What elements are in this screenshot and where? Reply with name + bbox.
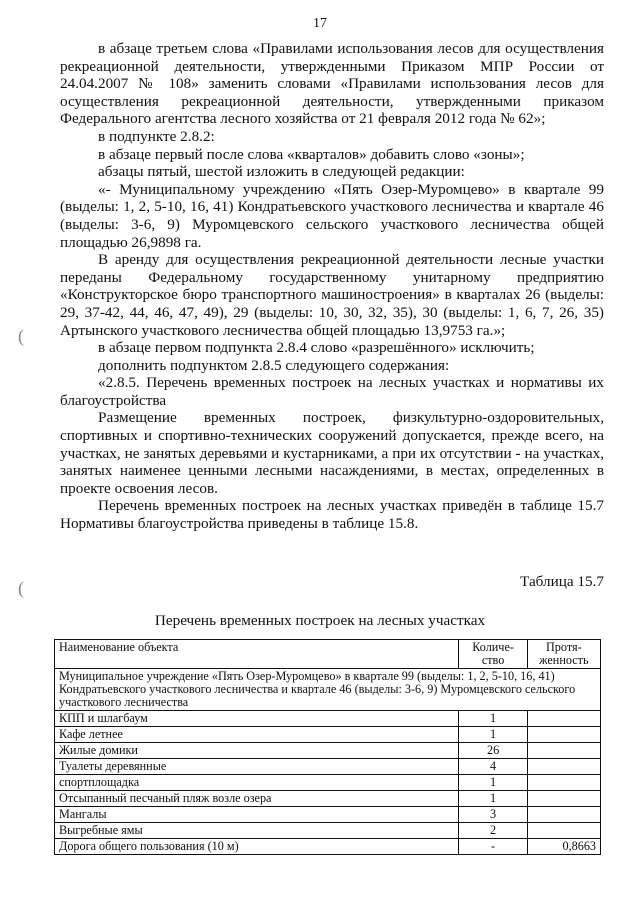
cell-name: Жилые домики <box>55 743 459 759</box>
paragraph: абзацы пятый, шестой изложить в следующей редакции: <box>98 163 465 181</box>
cell-name: Мангалы <box>55 807 459 823</box>
header-length: Протя-женность <box>527 640 600 669</box>
paragraph: в абзаце третьем слова «Правилами использования лесов для осуществления рекреационной деятельности, утвержденными Приказом МПР России от 24.04.2007 № 108» заменить словами «Правилами использования лесов для осуществления рекреационной деятельности, утвержденными приказом Федерального агентства лесного хозяйства от 21 февраля 2012 года № 62»; <box>60 40 604 128</box>
table-row <box>55 743 601 759</box>
cell-count: 4 <box>459 759 527 775</box>
buildings-table <box>54 639 601 855</box>
paragraph: в подпункте 2.8.2: <box>98 127 215 145</box>
table-row <box>55 711 601 727</box>
cell-count: 2 <box>459 823 527 839</box>
cell-count: 1 <box>459 711 527 727</box>
cell-count: - <box>459 839 527 855</box>
table-row <box>55 807 601 823</box>
paragraph: в абзаце первом подпункта 2.8.4 слово «разрешённого» исключить; <box>98 339 535 357</box>
cell-length <box>527 759 600 775</box>
cell-name: КПП и шлагбаум <box>55 711 459 727</box>
group-cell: Муниципальное учреждение «Пять Озер-Муромцево» в квартале 99 (выделы: 1, 2, 5-10, 16, 41) Кондратьевского участкового лесничества и квартале 46 (выделы: 3-6, 9) Муромцевского сельского участкового лесничества <box>55 669 601 711</box>
cell-name: Отсыпанный песчаный пляж возле озера <box>55 791 459 807</box>
paragraph: «2.8.5. Перечень временных построек на лесных участках и нормативы их благоустройства <box>60 374 604 409</box>
cell-count: 1 <box>459 775 527 791</box>
cell-length <box>527 775 600 791</box>
paragraph: дополнить подпунктом 2.8.5 следующего содержания: <box>98 356 450 374</box>
page-number: 17 <box>313 16 327 31</box>
table-row <box>55 727 601 743</box>
cell-length <box>527 727 600 743</box>
cell-length <box>527 791 600 807</box>
table-title: Перечень временных построек на лесных участках <box>154 612 486 629</box>
cell-name: спортплощадка <box>55 775 459 791</box>
cell-count: 26 <box>459 743 527 759</box>
cell-length <box>527 743 600 759</box>
header-name: Наименование объекта <box>55 640 459 669</box>
cell-name: Кафе летнее <box>55 727 459 743</box>
table-row <box>55 839 601 855</box>
cell-name: Выгребные ямы <box>55 823 459 839</box>
cell-length <box>527 711 600 727</box>
table-row <box>55 823 601 839</box>
paragraph: В аренду для осуществления рекреационной деятельности лесные участки переданы Федеральному государственному унитарному предприятию «Конструкторское бюро транспортного машиностроения» в кварталах 26 (выделы: 29, 37-42, 44, 46, 47, 49), 29 (выделы: 10, 30, 32, 35), 30 (выделы: 1, 6, 7, 26, 35) Артынского участкового лесничества общей площадью 13,9753 га.»; <box>60 251 604 339</box>
paragraph: «- Муниципальному учреждению «Пять Озер-Муромцево» в квартале 99 (выделы: 1, 2, 5-10, 16, 41) Кондратьевского участкового лесничества и квартале 46 (выделы: 3-6, 9) Муромцевского сельского участкового лесничества общей площадью 26,9898 га. <box>60 180 604 251</box>
table-reference: Таблица 15.7 <box>520 573 604 590</box>
punch-hole-mark: ( <box>18 326 24 346</box>
punch-hole-mark: ( <box>18 578 24 598</box>
table-row <box>55 759 601 775</box>
cell-count: 3 <box>459 807 527 823</box>
paragraph: Перечень временных построек на лесных участках приведён в таблице 15.7 Нормативы благоустройства приведены в таблице 15.8. <box>60 497 604 533</box>
cell-name: Дорога общего пользования (10 м) <box>55 839 459 855</box>
table-group-row <box>55 669 601 711</box>
cell-length <box>527 807 600 823</box>
paragraph: в абзаце первый после слова «кварталов» добавить слово «зоны»; <box>98 145 525 163</box>
body-text <box>60 40 604 533</box>
cell-length: 0,8663 <box>527 839 600 855</box>
cell-count: 1 <box>459 791 527 807</box>
header-count: Количе-ство <box>459 640 527 669</box>
paragraph: Размещение временных построек, физкультурно-оздоровительных, спортивных и спортивно-технических сооружений допускается, прежде всего, на участках, не занятых деревьями и кустарниками, а при их отсутствии - на участках, занятых наименее ценными лесными насаждениями, в местах, определенных в проекте освоения лесов. <box>60 409 604 497</box>
cell-name: Туалеты деревянные <box>55 759 459 775</box>
table-row <box>55 775 601 791</box>
cell-length <box>527 823 600 839</box>
table-header-row <box>55 640 601 669</box>
cell-count: 1 <box>459 727 527 743</box>
table-row <box>55 791 601 807</box>
